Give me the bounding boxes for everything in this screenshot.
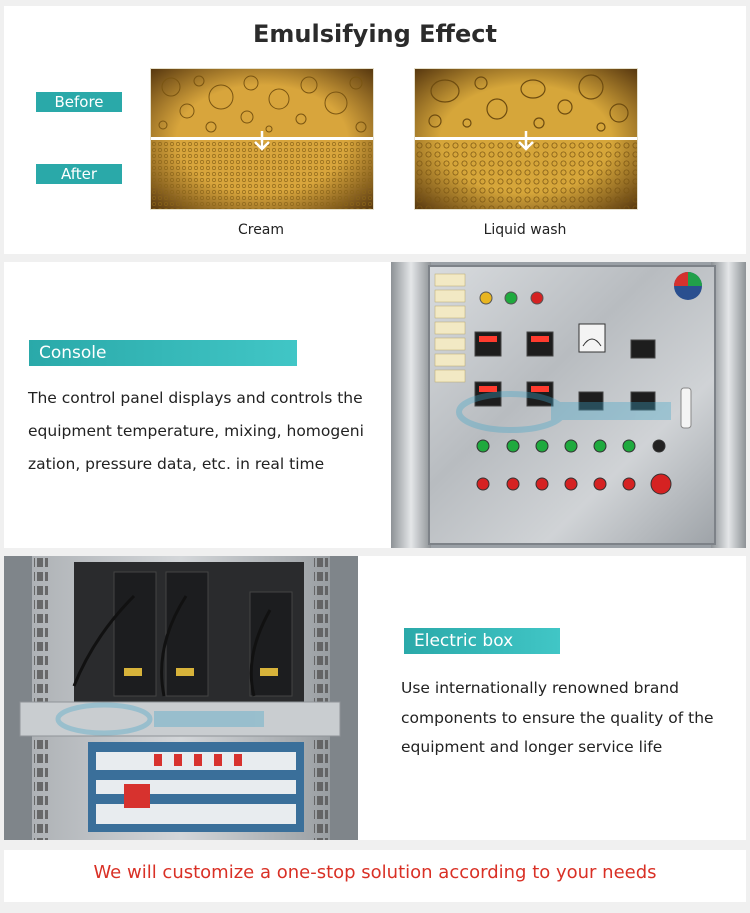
control-panel-photo (391, 262, 746, 548)
footer-banner (4, 850, 746, 902)
cream-caption: Cream (237, 222, 285, 238)
before-label: Before (36, 92, 122, 112)
liquid-wash-caption: Liquid wash (483, 222, 567, 238)
liquid-wash-micrograph (414, 68, 638, 210)
electric-box-section (4, 556, 746, 840)
liquid-wash-micrograph-image (415, 69, 637, 209)
after-label: After (36, 164, 122, 184)
electric-box-image (4, 556, 358, 840)
control-panel-image (391, 262, 746, 548)
cream-micrograph-image (151, 69, 373, 209)
electric-box-photo (4, 556, 358, 840)
emulsifying-effect-section (4, 6, 746, 254)
electric-box-description: Use internationally renowned brand components to ensure the quality of the equipment and longer service life (401, 679, 714, 756)
console-section (4, 262, 746, 548)
console-description: The control panel displays and controls the equipment temperature, mixing, homogeni zation, pressure data, etc. in real time (28, 389, 364, 473)
electric-box-heading: Electric box (404, 628, 560, 654)
cream-micrograph (150, 68, 374, 210)
console-heading: Console (29, 340, 297, 366)
section-title: Emulsifying Effect (253, 20, 497, 48)
footer-message: We will customize a one-stop solution according to your needs (93, 862, 657, 883)
